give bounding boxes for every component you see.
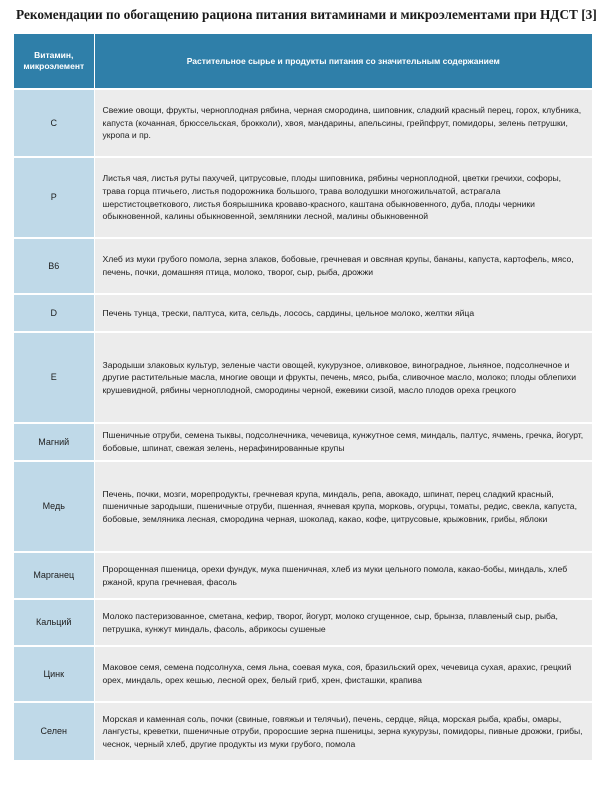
vitamin-name: Селен [14,702,94,760]
table-header-row [14,34,592,89]
vitamin-name: D [14,294,94,332]
table-row [14,646,592,702]
food-sources: Хлеб из муки грубого помола, зерна злаков, бобовые, гречневая и овсяная крупы, бананы, капуста, картофель, мясо, печень, почки, домашняя птица, молоко, творог, сыр, рыба, дрожжи [94,238,592,294]
food-sources: Свежие овощи, фрукты, черноплодная рябина, черная смородина, шиповник, сладкий красный перец, горох, клубника, капуста (кочанная, брюссельская, брокколи), хвоя, мандарины, апельсины, грейпфрут, помидоры, зелень петрушки, укропа и пр. [94,89,592,157]
table-row [14,423,592,461]
table-row [14,332,592,423]
table-row [14,599,592,646]
table-row [14,238,592,294]
vitamin-name: Е [14,332,94,423]
table-body [14,89,592,760]
food-sources: Молоко пастеризованное, сметана, кефир, творог, йогурт, молоко сгущенное, сыр, брынза, плавленый сыр, рыба, петрушка, кунжут миндаль, фасоль, абрикосы сушеные [94,599,592,646]
page-title: Рекомендации по обогащению рациона питания витаминами и микроэлементами при НДСТ [3] [16,7,597,22]
food-sources: Зародыши злаковых культур, зеленые части овощей, кукурузное, оливковое, виноградное, льняное, подсолнечное и другие растительные масла, многие овощи и фрукты, печень, мясо, рыба, сливочное масло, молоко; плоды облепихи крушевидной, рябины черноплодной, смородины черной, ежевики сизой, масло плодов ореха грецкого [94,332,592,423]
table-row [14,702,592,760]
food-sources: Печень, почки, мозги, морепродукты, гречневая крупа, миндаль, репа, авокадо, шпинат, перец сладкий красный, пшеничные зародыши, пшеничные отруби, пшенная, ячневая крупа, морковь, огурцы, томаты, редис, свекла, капуста, бобовые, земляника лесная, смородина черная, шоколад, какао, кофе, цитрусовые, крыжовник, грибы, яблоки [94,461,592,552]
vitamin-name: С [14,89,94,157]
vitamin-name: Р [14,157,94,238]
vitamin-name: Цинк [14,646,94,702]
table-row [14,157,592,238]
vitamin-name: Медь [14,461,94,552]
table-row [14,89,592,157]
food-sources: Маковое семя, семена подсолнуха, семя льна, соевая мука, соя, бразильский орех, чечевица сухая, арахис, грецкий орех, миндаль, орех кешью, лесной орех, белый гриб, хрен, фисташки, крапива [94,646,592,702]
vitamin-name: Магний [14,423,94,461]
header-vitamin: Витамин, микроэлемент [14,34,94,89]
food-sources: Пророщенная пшеница, орехи фундук, мука пшеничная, хлеб из муки цельного помола, какао-бобы, миндаль, хлеб ржаной, крупа гречневая, фасоль [94,552,592,599]
header-sources: Растительное сырье и продукты питания со значительным содержанием [94,34,592,89]
food-sources: Листья чая, листья руты пахучей, цитрусовые, плоды шиповника, рябины черноплодной, цветки гречихи, софоры, трава горца птичьего, листья подорожника большого, трава володушки многожильчатой, астрагала шерстистоцветкового, листья боярышника кроваво-красного, каштана обыкновенного, дуба, плоды черники обыкновенной, калины обыкновенной, земляники лесной, малины обыкновенной [94,157,592,238]
table-row [14,461,592,552]
table-row [14,552,592,599]
vitamin-name: Кальций [14,599,94,646]
food-sources: Печень тунца, трески, палтуса, кита, сельдь, лосось, сардины, цельное молоко, желтки яйца [94,294,592,332]
nutrition-table [14,34,592,760]
food-sources: Пшеничные отруби, семена тыквы, подсолнечника, чечевица, кунжутное семя, миндаль, палтус, ячмень, гречка, йогурт, бобовые, шпинат, свежая зелень, нерафинированные крупы [94,423,592,461]
vitamin-name: Марганец [14,552,94,599]
table-row [14,294,592,332]
vitamin-name: В6 [14,238,94,294]
food-sources: Морская и каменная соль, почки (свиные, говяжьи и телячьи), печень, сердце, яйца, морская рыба, крабы, омары, лангусты, креветки, пшеничные отруби, проросшие зерна пшеницы, зерна кукурузы, помидоры, пивные дрожжи, грибы, чеснок, черный хлеб, другие продукты из муки грубого, помола [94,702,592,760]
